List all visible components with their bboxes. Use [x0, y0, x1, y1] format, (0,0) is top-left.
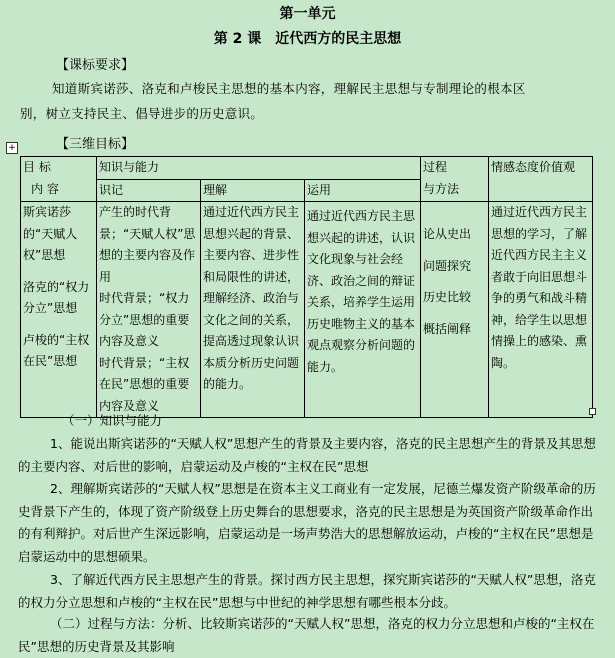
- goal-header-cell: [21, 157, 97, 202]
- unit-title: 第一单元: [279, 6, 336, 22]
- process-item: 论从史出: [423, 227, 472, 241]
- goal-items-cell: [21, 202, 97, 418]
- understand-cell: 通过近代西方民主思想兴起的背景、主要内容、进步性和局限性的讲述，理解经济、政治与文化之间的关系，提高透过现象认识本质分析历史问题的能力。: [201, 202, 305, 418]
- goal-header-line2: 内 容: [31, 181, 59, 196]
- table-move-handle-icon[interactable]: +: [6, 142, 18, 154]
- point-1: 1、能说出斯宾诺莎的“天赋人权”思想产生的背景及主要内容，洛克的民主思想产生的背景及其思想的主要内容、对后世的影响，启蒙运动及卢梭的“主权在民”思想: [18, 436, 596, 474]
- goal-item: 斯宾诺莎的“天赋人权”思想: [23, 205, 78, 262]
- lesson-title: 第 2 课 近代西方的民主思想: [213, 31, 402, 47]
- process-header-cell: 过程 与方法: [421, 157, 489, 202]
- curriculum-text-line2: 别，树立支持民主、倡导进步的历史意识。: [20, 106, 264, 121]
- recall-items-cell: [97, 202, 201, 418]
- apply-header: 运用: [305, 179, 421, 202]
- three-dim-heading: 【三维目标】: [56, 137, 135, 152]
- recall-item: 产生的时代背景；“天赋人权”思想的主要内容及作用: [99, 205, 196, 284]
- section-process: （二）过程与方法：分析、比较斯宾诺莎的“天赋人权”思想，洛克的权力分立思想和卢梭的“主权在民”思想的历史背景及其影响: [18, 616, 595, 654]
- curriculum-text-line1: 知道斯宾诺莎、洛克和卢梭民主思想的基本内容，理解民主思想与专制理论的根本区: [52, 81, 526, 96]
- recall-item: 时代背景；“主权在民”思想的重要内容及意义: [99, 355, 190, 413]
- process-items-cell: [421, 202, 489, 418]
- process-item: 概括阐释: [423, 321, 472, 336]
- process-item: 历史比较: [423, 290, 472, 304]
- table-resize-handle[interactable]: [589, 408, 596, 415]
- goal-item: 洛克的“权力分立”思想: [23, 279, 90, 315]
- point-3: 3、了解近代西方民主思想产生的背景。探讨西方民主思想，探究斯宾诺莎的“天赋人权”思想，洛克的权力分立思想和卢梭的“主权在民”思想与中世纪的神学思想有哪些根本分歧。: [18, 572, 596, 610]
- recall-item: 时代背景；“权力分立”思想的重要内容及意义: [99, 291, 190, 348]
- recall-header: 识记: [97, 179, 201, 202]
- goals-table: [20, 156, 593, 418]
- point-2: 2、理解斯宾诺莎的“天赋人权”思想是在资本主义工商业有一定发展，尼德兰爆发资产阶级革命的历史背景下产生的，体现了资产阶级登上历史舞台的思想要求，洛克的民主思想是为英国资产阶级革命作出的有利辩护。对后世产生深远影响，启蒙运动是一场声势浩大的思想解放运动，卢梭的“主权在民”思想是启蒙运动中的思想硕果。: [18, 481, 596, 564]
- apply-cell: 通过近代西方民主思想兴起的讲述，认识文化现象与社会经济、政治之间的辩证关系，培养学生运用历史唯物主义的基本观点观察分析问题的能力。: [305, 202, 421, 418]
- process-item: 问题探究: [423, 258, 472, 273]
- emotion-cell: 通过近代西方民主思想的学习，了解近代西方民主主义者敢于向旧思想斗争的勇气和战斗精神，给学生以思想情操上的感染、熏陶。: [489, 202, 593, 418]
- understand-header: 理解: [201, 179, 305, 202]
- goal-header-line1: 目 标: [23, 160, 51, 174]
- table-header-row: [21, 157, 593, 180]
- curriculum-heading: 【课标要求】: [56, 58, 135, 73]
- section-knowledge: （一）知识与能力: [62, 413, 163, 428]
- emotion-header: 情感态度价值观: [489, 157, 593, 202]
- table-body-row: [21, 202, 593, 418]
- goal-item: 卢梭的“主权在民”思想: [23, 332, 90, 368]
- knowledge-header: 知识与能力: [97, 157, 421, 180]
